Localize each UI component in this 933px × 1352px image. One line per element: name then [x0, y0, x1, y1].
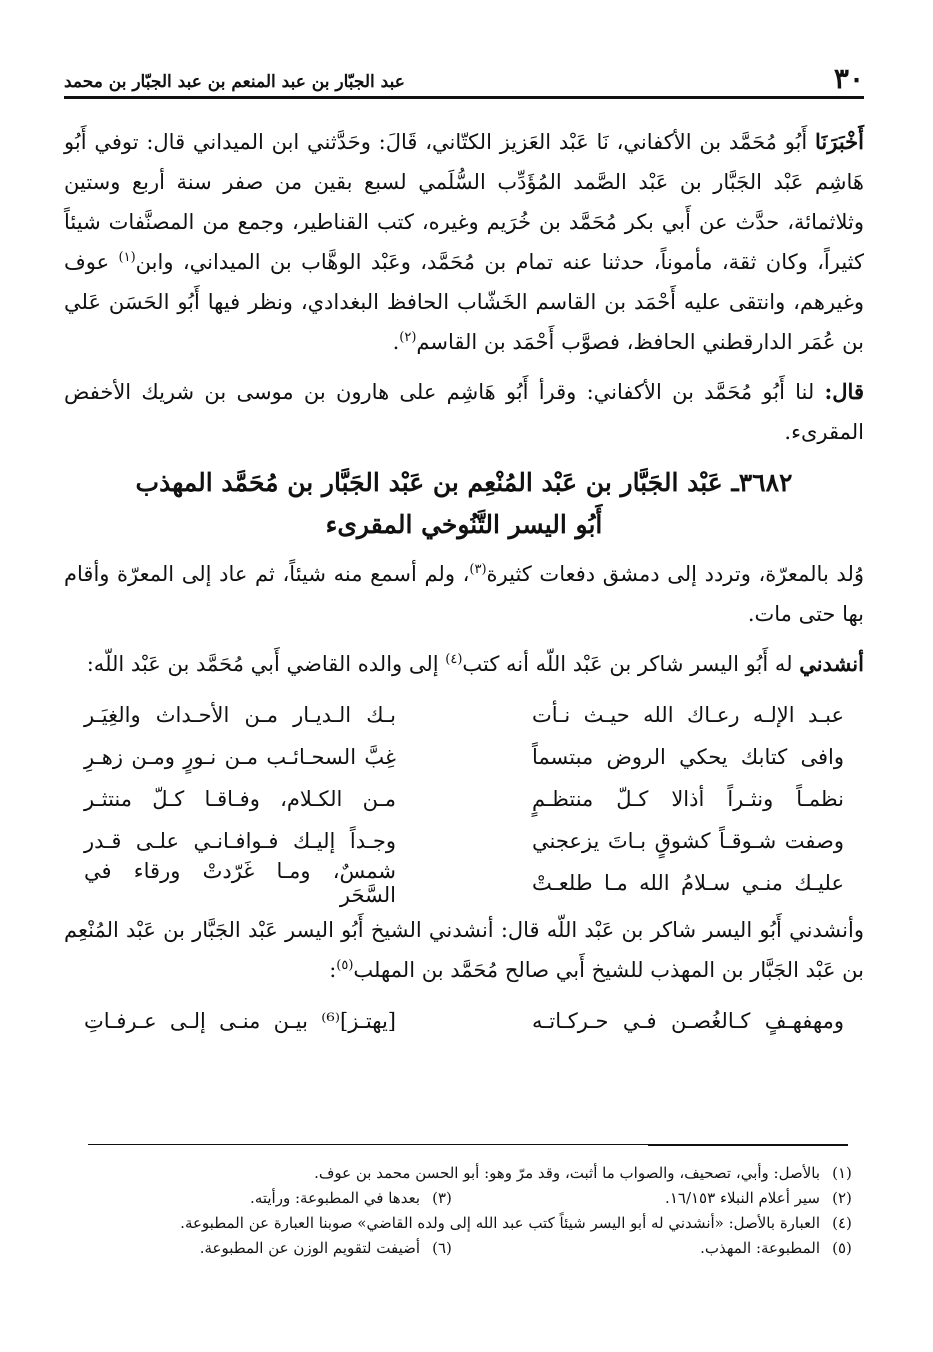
- paragraph-1: [64, 122, 864, 362]
- footnote-2: [464, 1189, 864, 1207]
- paragraph-text: :: [329, 958, 337, 982]
- footnote-text: بالأصل: وأبي، تصحيف، والصواب ما أثبت، وقد مرّ وهو: أبو الحسن محمد بن عوف.: [314, 1163, 820, 1182]
- verse-first-hemistich: وصفت شـوقـاً كشوقٍ بـاتَ يزعجني: [532, 829, 844, 853]
- footnote-row: [64, 1185, 864, 1210]
- verse-second-hemistich: وجـداً إليـك فـوافـانـي علـى قـدر: [84, 829, 396, 853]
- verse: [64, 1000, 864, 1042]
- paragraph-lead: أنشدني: [799, 651, 864, 676]
- paragraph-text: وُلد بالمعرّة، وتردد إلى دمشق دفعات كثيرة: [486, 562, 864, 586]
- verse: [64, 736, 864, 778]
- verse-second-hemistich: غِبَّ السحـائـب مـن نـورٍ ومـن زهـرِ: [84, 745, 396, 769]
- verse: [64, 820, 864, 862]
- verse-first-hemistich: عبـد الإلـه رعـاك الله حيـث نـأت: [532, 703, 844, 727]
- verse: [64, 778, 864, 820]
- footnote-5: [464, 1239, 864, 1257]
- verse-second-hemistich: [يهتـز]⁽⁶⁾ بيـن منـى إلـى عـرفـاتِ: [84, 1009, 396, 1033]
- paragraph-3: [64, 554, 864, 634]
- footnote-3: [64, 1189, 464, 1207]
- paragraph-text: لنا أَبُو مُحَمَّد بن الأكفاني: وقرأ أَبُو هَاشِم على هارون بن موسى بن شريك الأخفض المقرىء.: [64, 380, 864, 444]
- footnote-ref: (٤): [445, 652, 463, 667]
- running-title: عبد الجبّار بن عبد المنعم بن عبد الجبّار بن محمد: [64, 72, 405, 92]
- entry-title: [64, 462, 864, 546]
- paragraph-lead: قال:: [824, 379, 864, 404]
- footnote-number: (٣): [432, 1188, 452, 1207]
- footnote-row: [64, 1210, 864, 1235]
- paragraph-text: له أَبُو اليسر شاكر بن عَبْد اللّه أنه كتب: [462, 652, 800, 676]
- verse-first-hemistich: عليـك منـي سـلامُ الله مـا طلعـتْ: [532, 871, 844, 895]
- footnote-row: [64, 1160, 864, 1185]
- verse: [64, 859, 864, 907]
- verse-second-hemistich: بـك الـديـار مـن الأحـداث والغِيَـر: [84, 703, 396, 727]
- poem-2: [64, 1000, 864, 1042]
- footnote-number: (٢): [832, 1188, 852, 1207]
- footnote-4: [64, 1214, 864, 1232]
- footnote-6: [64, 1239, 464, 1257]
- paragraph-lead: أَخْبَرَنَا: [815, 129, 864, 154]
- footnote-text: المطبوعة: المهذب.: [700, 1238, 820, 1257]
- page-number: ٣٠: [833, 62, 864, 95]
- footnote-ref: (١): [118, 250, 136, 265]
- footnote-divider-accent: [648, 1144, 848, 1146]
- verse-first-hemistich: وافى كتابك يحكي الروض مبتسماً: [532, 745, 844, 769]
- footnote-ref: (٢): [399, 330, 417, 345]
- footnotes: [64, 1160, 864, 1260]
- footnote-ref: (٣): [469, 562, 487, 577]
- poem-1: [64, 694, 864, 907]
- page-body: [64, 122, 864, 1048]
- verse-second-hemistich: مـن الكـلام، وفـاقـا كـلّ منتثـر: [84, 787, 396, 811]
- footnote-number: (٤): [832, 1213, 852, 1232]
- footnote-1: [64, 1164, 864, 1182]
- footnote-row: [64, 1235, 864, 1260]
- paragraph-5: [64, 910, 864, 990]
- footnote-number: (١): [832, 1163, 852, 1182]
- verse: [64, 694, 864, 736]
- footnote-text: سير أعلام النبلاء ١٦/١٥٣.: [665, 1188, 820, 1207]
- paragraph-4: [64, 644, 864, 684]
- footnote-number: (٥): [832, 1238, 852, 1257]
- paragraph-text: عوف وغيرهم، وانتقى عليه أَحْمَد بن القاسم الخَشّاب الحافظ البغدادي، ونظر فيها أَبُو الحَسَن عَلي بن عُمَر الدارقطني الحافظ، فصوَّب أَحْمَد بن القاسم: [64, 250, 864, 354]
- footnote-divider: [88, 1144, 848, 1145]
- paragraph-text: أَبُو مُحَمَّد بن الأكفاني، نَا عَبْد العَزيز الكتّاني، قَالَ: وحَدَّثني ابن الميداني قال: توفي أَبُو هَاشِم عَبْد الجَبَّار بن عَبْد الصَّمد المُؤَدِّب السُّلَمي لسبع بقين من صفر سنة أربع وستين وثلاثمائة، حدَّث عن أَبي بكر مُحَمَّد بن خُرَيم وغيره، كتب القناطير، وجمع من المصنَّفات شيئاً كثيراً، وكان ثقة، مأموناً، حدثنا عنه تمام بن مُحَمَّد، وعَبْد الوهَّاب بن الميداني، وابن: [64, 130, 864, 274]
- footnote-ref: (٥): [336, 958, 354, 973]
- entry-title-line-1: ٣٦٨٢ـ عَبْد الجَبَّار بن عَبْد المُنْعِم بن عَبْد الجَبَّار بن مُحَمَّد المهذب: [135, 468, 793, 497]
- paragraph-2: [64, 372, 864, 452]
- footnote-text: بعدها في المطبوعة: ورأيته.: [250, 1188, 420, 1207]
- paragraph-text: ، ولم أسمع منه شيئاً، ثم عاد إلى المعرّة وأقام بها حتى مات.: [64, 562, 864, 626]
- verse-first-hemistich: ومهفهـفٍ كـالغُصـن فـي حـركـاتـه: [532, 1009, 844, 1033]
- verse-first-hemistich: نظمـاً ونثـراً أذالا كـلّ منتظـمٍ: [532, 787, 844, 811]
- footnote-text: العبارة بالأصل: «أنشدني له أبو اليسر شيئاً كتب عبد الله إلى ولده القاضي» صوبنا العبارة عن المطبوعة.: [180, 1213, 820, 1232]
- verse-second-hemistich: شمسٌ، ومـا غَرّدتْ ورقاء في السَّحَر: [84, 859, 396, 907]
- paragraph-text: وأنشدني أَبُو اليسر شاكر بن عَبْد اللّه قال: أنشدني الشيخ أَبُو اليسر عَبْد الجَبَّار بن عَبْد المُنْعِم بن عَبْد الجَبَّار بن المهذب للشيخ أَبي صالح مُحَمَّد بن المهلب: [64, 918, 864, 982]
- paragraph-text: إلى والده القاضي أَبي مُحَمَّد بن عَبْد اللّه:: [86, 652, 446, 676]
- paragraph-text: .: [392, 330, 400, 354]
- footnote-number: (٦): [432, 1238, 452, 1257]
- entry-title-line-2: أَبُو اليسر التَّنُوخي المقرىء: [325, 510, 603, 539]
- footnote-text: أضيفت لتقويم الوزن عن المطبوعة.: [199, 1238, 420, 1257]
- page-header: [64, 58, 864, 99]
